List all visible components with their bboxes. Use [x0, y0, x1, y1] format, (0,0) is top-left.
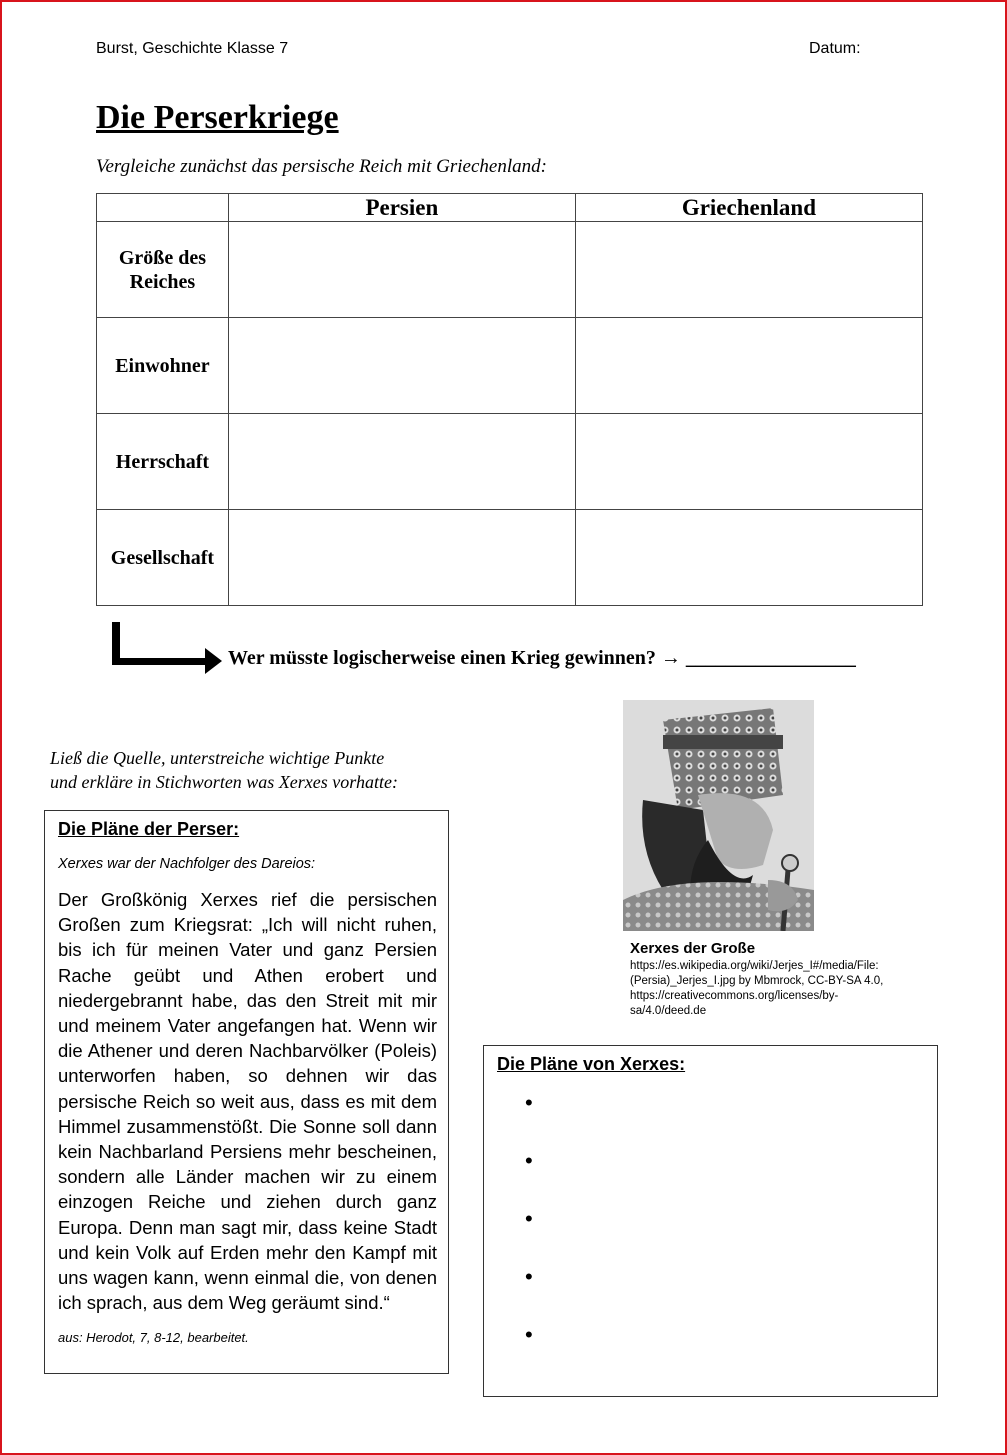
answer-cell-griechenland-groesse[interactable]: [575, 222, 922, 318]
question-who-wins: Wer müsste logischerweise einen Krieg gewinnen? → _________________: [228, 647, 856, 669]
answer-cell-persien-groesse[interactable]: [228, 222, 575, 318]
table-corner-cell: [97, 194, 229, 222]
table-row: [97, 222, 923, 318]
header-course: Burst, Geschichte Klasse 7: [96, 40, 289, 57]
answer-cell-griechenland-einwohner[interactable]: [575, 318, 922, 414]
bent-arrow-icon: [110, 620, 225, 675]
source-text: Der Großkönig Xerxes rief die persischen Großen zum Kriegsrat: „Ich will nicht ruhen, bis ich für meinen Vater und ganz Persien Rache geübt und Athen erobert und niedergebrannt habe, das den Streit mit mir und meinem Vater angefangen hat. Wenn wir die Athener und deren Nachbarvölker (Poleis) unterworfen haben, so dehnen wir das persische Reich so weit aus, dass es mit dem Himmel zusammenstößt. Die Sonne soll dann kein Nachbarland Persiens mehr bescheinen, sondern alle Länder machen wir zu einem einzogen Reiche und ziehen durch ganz Europa. Denn man sagt mir, dass keine Stadt und kein Volk auf Erden mehr den Kampf mit uns wagen kann, wenn einmal die, von denen ich sprach, aus dem Weg geräumt sind.“: [58, 889, 437, 1314]
answer-bullet[interactable]: •: [525, 1264, 533, 1289]
source-citation: aus: Herodot, 7, 8-12, bearbeitet.: [58, 1330, 249, 1345]
header-date-label: Datum:: [809, 40, 861, 57]
source-title: Die Pläne der Perser:: [58, 819, 240, 839]
table-header-row: [97, 194, 923, 222]
source-box: [44, 810, 449, 1374]
image-attribution: https://es.wikipedia.org/wiki/Jerjes_I#/media/File:(Persia)_Jerjes_I.jpg by Mbmrock, CC-BY-SA 4.0, https://creativecommons.org/licenses/by-sa/4.0/deed.de: [630, 960, 884, 1017]
row-label-groesse: Größe des Reiches: [97, 222, 229, 318]
source-intro: Xerxes war der Nachfolger des Dareios:: [58, 856, 316, 872]
answer-bullet[interactable]: •: [525, 1090, 533, 1115]
instruction-line-1: Ließ die Quelle, unterstreiche wichtige Punkte: [50, 748, 385, 768]
comparison-instruction: Vergleiche zunächst das persische Reich mit Griechenland:: [96, 156, 547, 177]
answer-cell-persien-herrschaft[interactable]: [228, 414, 575, 510]
plans-answer-box: [483, 1045, 938, 1397]
image-caption-title: Xerxes der Große: [630, 940, 756, 957]
column-header-persien: Persien: [228, 194, 575, 222]
source-instruction: [50, 746, 398, 794]
answer-bullet[interactable]: •: [525, 1148, 533, 1173]
instruction-line-2: und erkläre in Stichworten was Xerxes vorhatte:: [50, 772, 398, 792]
row-label-einwohner: Einwohner: [97, 318, 229, 414]
page-title: Die Perserkriege: [96, 99, 339, 136]
answer-bullet[interactable]: •: [525, 1322, 533, 1347]
table-row: [97, 414, 923, 510]
row-label-herrschaft: Herrschaft: [97, 414, 229, 510]
comparison-table: [96, 193, 923, 606]
column-header-griechenland: Griechenland: [575, 194, 922, 222]
table-row: [97, 318, 923, 414]
xerxes-portrait-image: [623, 700, 814, 931]
answer-cell-griechenland-gesellschaft[interactable]: [575, 510, 922, 606]
row-label-gesellschaft: Gesellschaft: [97, 510, 229, 606]
table-row: [97, 510, 923, 606]
answer-cell-griechenland-herrschaft[interactable]: [575, 414, 922, 510]
answer-cell-persien-gesellschaft[interactable]: [228, 510, 575, 606]
answer-cell-persien-einwohner[interactable]: [228, 318, 575, 414]
plans-title: Die Pläne von Xerxes:: [497, 1054, 686, 1074]
answer-bullet[interactable]: •: [525, 1206, 533, 1231]
